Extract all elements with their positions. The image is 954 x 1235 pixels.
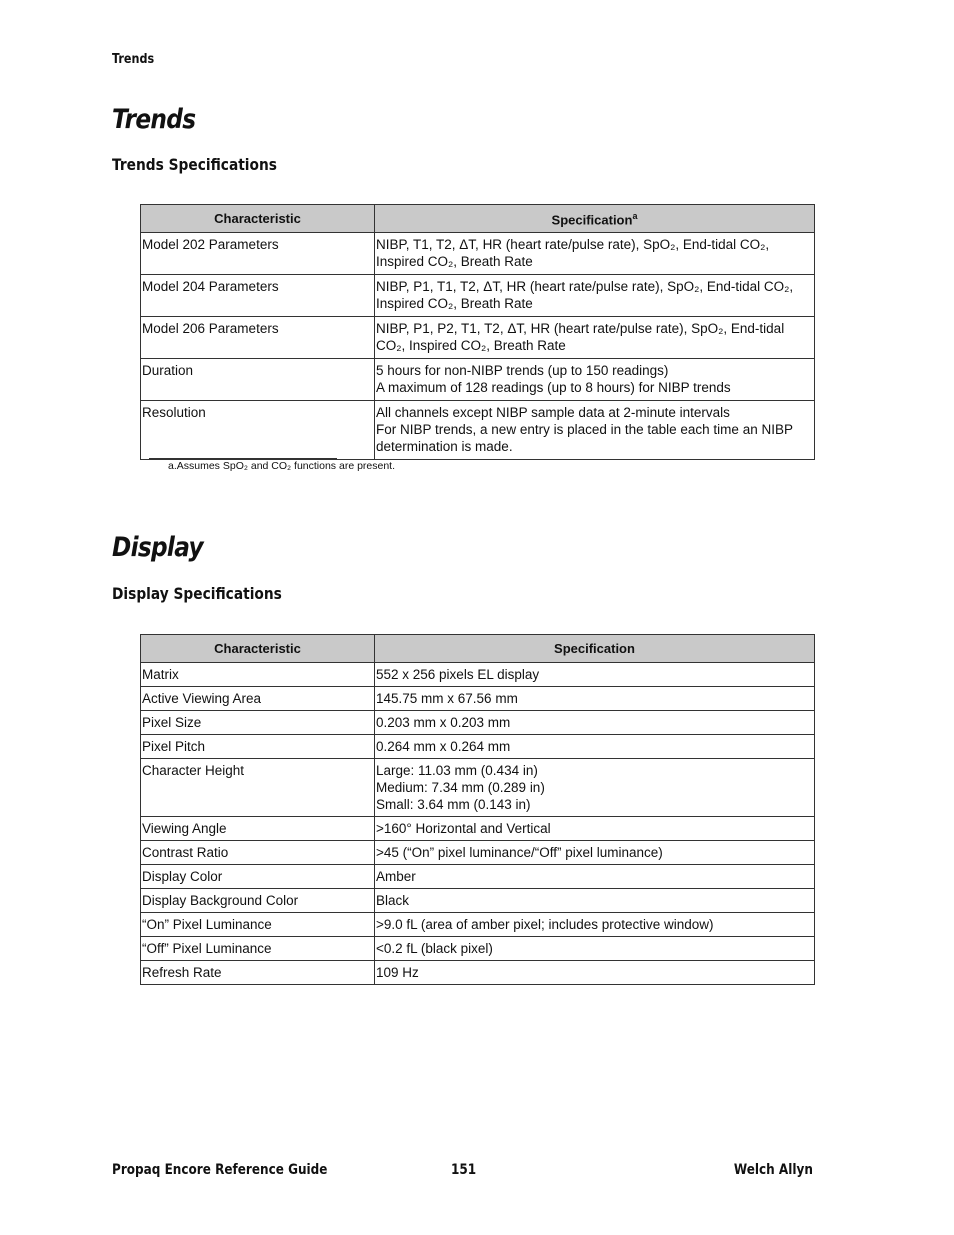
specification-line: For NIBP trends, a new entry is placed in the table each time an NIBP determination is made.	[376, 422, 793, 455]
table-row	[141, 711, 815, 735]
specification-line: Small: 3.64 mm (0.143 in)	[376, 797, 531, 812]
characteristic-cell: Character Height	[141, 759, 375, 817]
characteristic-cell: Active Viewing Area	[141, 687, 375, 711]
specification-line: 5 hours for non-NIBP trends (up to 150 readings)	[376, 363, 669, 379]
display-heading: Display	[112, 532, 203, 563]
footnote-marker: a	[632, 211, 638, 221]
table-header-row	[141, 635, 815, 663]
characteristic-cell: Display Color	[141, 865, 375, 889]
trends-heading: Trends	[112, 104, 196, 135]
specification-line: Large: 11.03 mm (0.434 in)	[376, 763, 538, 778]
table-footnote: a.Assumes SpO₂ and CO₂ functions are present.	[168, 460, 396, 472]
specification-cell	[375, 759, 815, 817]
specification-cell	[375, 401, 815, 460]
footer-page-number: 151	[451, 1162, 477, 1178]
specification-line: Medium: 7.34 mm (0.289 in)	[376, 780, 545, 795]
specification-cell: Amber	[375, 865, 815, 889]
table-row	[141, 359, 815, 401]
footnote-divider	[149, 458, 337, 459]
column-header-characteristic: Characteristic	[141, 205, 375, 233]
specification-cell: Black	[375, 889, 815, 913]
specification-cell	[375, 359, 815, 401]
display-specifications-table	[140, 634, 815, 985]
column-header-label: Specification	[551, 212, 633, 228]
specification-cell: 552 x 256 pixels EL display	[375, 663, 815, 687]
column-header-specification: Specification	[375, 635, 815, 663]
column-header-characteristic: Characteristic	[141, 635, 375, 663]
characteristic-cell: Viewing Angle	[141, 817, 375, 841]
table-row	[141, 865, 815, 889]
table-row	[141, 841, 815, 865]
column-header-specification	[375, 205, 815, 233]
specification-line: All channels except NIBP sample data at 2-minute intervals	[376, 405, 730, 421]
display-specifications-heading: Display Specifications	[112, 584, 282, 603]
trends-specifications-heading: Trends Specifications	[112, 155, 277, 174]
table-row	[141, 317, 815, 359]
table-row	[141, 961, 815, 985]
specification-cell: >160° Horizontal and Vertical	[375, 817, 815, 841]
characteristic-cell: Model 206 Parameters	[141, 317, 375, 359]
table-row	[141, 889, 815, 913]
specification-cell: 145.75 mm x 67.56 mm	[375, 687, 815, 711]
characteristic-cell: Refresh Rate	[141, 961, 375, 985]
table-header-row	[141, 205, 815, 233]
characteristic-cell: Pixel Size	[141, 711, 375, 735]
table-row	[141, 233, 815, 275]
characteristic-cell: Contrast Ratio	[141, 841, 375, 865]
characteristic-cell: “Off” Pixel Luminance	[141, 937, 375, 961]
characteristic-cell: Model 202 Parameters	[141, 233, 375, 275]
running-header: Trends	[112, 52, 155, 67]
specification-cell: >9.0 fL (area of amber pixel; includes protective window)	[375, 913, 815, 937]
table-row	[141, 735, 815, 759]
table-row	[141, 759, 815, 817]
trends-specifications-table	[140, 204, 815, 460]
specification-line: A maximum of 128 readings (up to 8 hours) for NIBP trends	[376, 380, 731, 396]
specification-cell: NIBP, P1, P2, T1, T2, ΔT, HR (heart rate/pulse rate), SpO₂, End-tidal CO₂, Inspired CO₂, Breath Rate	[375, 317, 815, 359]
characteristic-cell: Matrix	[141, 663, 375, 687]
table-row	[141, 817, 815, 841]
footer-document-title: Propaq Encore Reference Guide	[112, 1162, 328, 1178]
characteristic-cell: Pixel Pitch	[141, 735, 375, 759]
table-row	[141, 401, 815, 460]
characteristic-cell: Resolution	[141, 401, 375, 460]
specification-cell: >45 (“On” pixel luminance/“Off” pixel luminance)	[375, 841, 815, 865]
table-row	[141, 275, 815, 317]
characteristic-cell: Duration	[141, 359, 375, 401]
specification-cell: NIBP, T1, T2, ΔT, HR (heart rate/pulse rate), SpO₂, End-tidal CO₂, Inspired CO₂, Breath Rate	[375, 233, 815, 275]
table-row	[141, 913, 815, 937]
table-row	[141, 937, 815, 961]
specification-cell: 0.264 mm x 0.264 mm	[375, 735, 815, 759]
specification-cell: 109 Hz	[375, 961, 815, 985]
characteristic-cell: Display Background Color	[141, 889, 375, 913]
characteristic-cell: Model 204 Parameters	[141, 275, 375, 317]
specification-cell: <0.2 fL (black pixel)	[375, 937, 815, 961]
table-row	[141, 663, 815, 687]
footer-company: Welch Allyn	[733, 1162, 813, 1178]
specification-cell: 0.203 mm x 0.203 mm	[375, 711, 815, 735]
specification-cell: NIBP, P1, T1, T2, ΔT, HR (heart rate/pulse rate), SpO₂, End-tidal CO₂, Inspired CO₂, Breath Rate	[375, 275, 815, 317]
table-row	[141, 687, 815, 711]
characteristic-cell: “On” Pixel Luminance	[141, 913, 375, 937]
